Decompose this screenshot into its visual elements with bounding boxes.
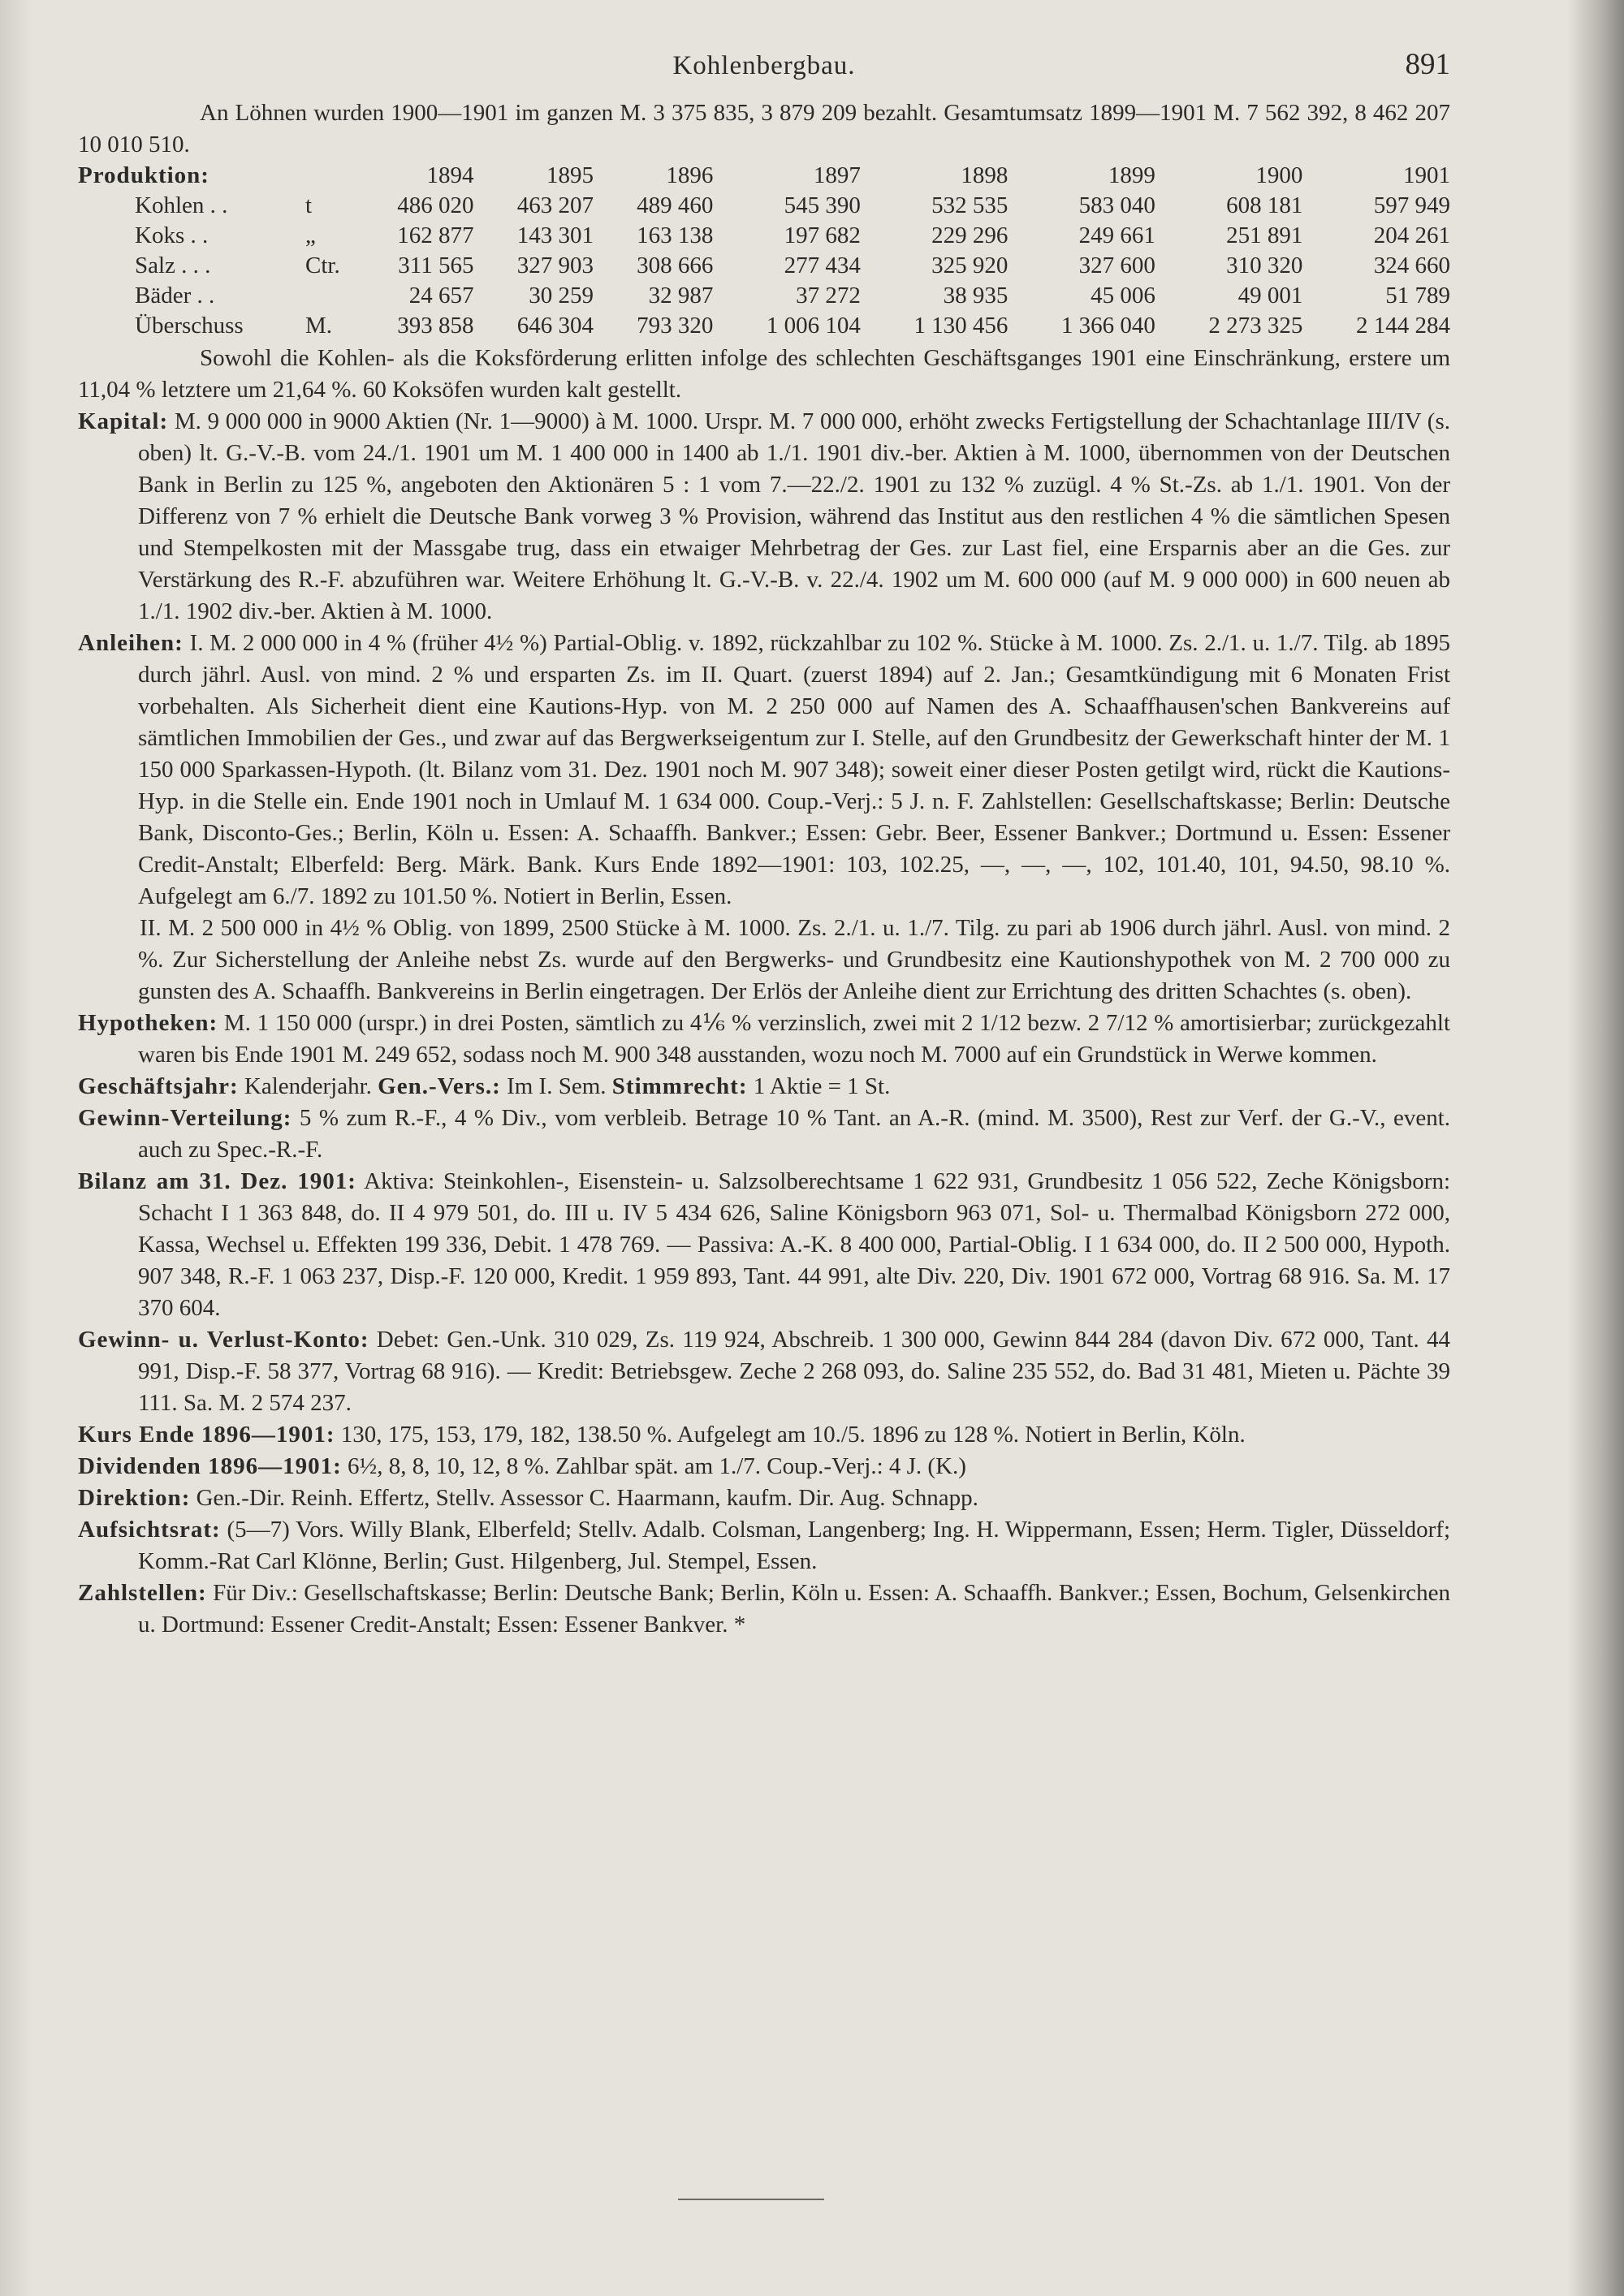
section-gewinn-verlust bbox=[78, 1324, 1450, 1419]
value-cell: 229 296 bbox=[931, 222, 1009, 248]
value-cell: 324 660 bbox=[1373, 252, 1450, 278]
value-cell: 1 366 040 bbox=[1060, 313, 1155, 339]
production-table bbox=[78, 161, 1450, 341]
section-text: M. 9 000 000 in 9000 Aktien (Nr. 1—9000) à M. 1000. Urspr. M. 7 000 000, erhöht zwecks Fertigstellung der Schachtanlage III/IV (s. oben) lt. G.-V.-B. vom 24./1. 1901 um M. 1 400 000 in 1400 ab 1./1. 1901 div.-ber. Aktien à M. 1000, übernommen von der Deutschen Bank in Berlin zu 125 %, angeboten den Aktionären 5 : 1 vom 7.—22./2. 1901 zu 132 % zuzügl. 4 % St.-Zs. ab 1./1. 1901. Von der Differenz von 7 % erhielt die Deutsche Bank vorweg 3 % Provision, während das Institut aus den restlichen 4 % die sämtlichen Spesen und Stempelkosten mit der Massgabe trug, dass ein etwaiger Mehrbetrag der Ges. zur Last fiel, eine Ersparnis aber an die Ges. zur Verstärkung des R.-F. abzuführen war. Weitere Erhöhung lt. G.-V.-B. v. 22./4. 1902 um M. 600 000 (auf M. 9 000 000) in 600 neuen ab 1./1. 1902 div.-ber. Aktien à M. 1000. bbox=[138, 408, 1450, 624]
section-label: Kapital: bbox=[78, 408, 169, 434]
section-text: 6½, 8, 8, 10, 12, 8 %. Zahlbar spät. am 1./7. Coup.-Verj.: 4 J. (K.) bbox=[347, 1453, 966, 1479]
section-kapital bbox=[78, 406, 1450, 628]
value-cell: 143 301 bbox=[516, 222, 594, 248]
row-label: Kohlen . . bbox=[135, 192, 228, 218]
year-cell: 1896 bbox=[666, 162, 714, 188]
value-cell: 163 138 bbox=[637, 222, 714, 248]
row-unit: t bbox=[305, 192, 313, 218]
production-row-kohlen bbox=[78, 191, 1450, 221]
value-cell: 793 320 bbox=[637, 313, 714, 339]
value-cell: 463 207 bbox=[516, 192, 594, 218]
year-cell: 1894 bbox=[426, 162, 474, 188]
value-cell: 204 261 bbox=[1373, 222, 1450, 248]
section-label: Bilanz am 31. Dez. 1901: bbox=[78, 1168, 356, 1194]
section-label: Geschäftsjahr: bbox=[78, 1073, 239, 1099]
year-cell: 1899 bbox=[1108, 162, 1155, 188]
value-cell: 51 789 bbox=[1385, 283, 1450, 309]
section-label: Kurs Ende 1896—1901: bbox=[78, 1422, 335, 1448]
page-edge-left-shadow bbox=[0, 0, 32, 2296]
section-label: Dividenden 1896—1901: bbox=[78, 1453, 342, 1479]
section-anleihen-ii bbox=[78, 913, 1450, 1008]
section-gewinn-verteilung bbox=[78, 1103, 1450, 1166]
section-text: II. M. 2 500 000 in 4½ % Oblig. von 1899, 2500 Stücke à M. 1000. Zs. 2./1. u. 1./7. Tilg. zu pari ab 1906 durch jährl. Ausl. von mind. 2 %. Zur Sicherstellung der Anleihe nebst Zs. wurde auf den Bergwerks- und Grundbesitz eine Kautionshypothek von M. 2 700 000 zu gunsten des A. Schaaffh. Bankvereins in Berlin eingetragen. Der Erlös der Anleihe dient zur Errichtung des dritten Schachtes (s. oben). bbox=[138, 915, 1450, 1004]
year-cell: 1898 bbox=[961, 162, 1009, 188]
section-text: (5—7) Vors. Willy Blank, Elberfeld; Stellv. Adalb. Colsman, Langenberg; Ing. H. Wippermann, Essen; Herm. Tigler, Düsseldorf; Komm.-Rat Carl Klönne, Berlin; Gust. Hilgenberg, Jul. Stempel, Essen. bbox=[138, 1517, 1451, 1574]
section-label: Gewinn- u. Verlust-Konto: bbox=[78, 1327, 369, 1353]
value-cell: 583 040 bbox=[1078, 192, 1155, 218]
section-label: Zahlstellen: bbox=[78, 1580, 207, 1606]
section-label: Gen.-Vers.: bbox=[378, 1073, 501, 1099]
value-cell: 327 903 bbox=[516, 252, 594, 278]
value-cell: 532 535 bbox=[931, 192, 1009, 218]
section-text: Kalenderjahr. bbox=[244, 1073, 372, 1099]
value-cell: 2 144 284 bbox=[1356, 313, 1450, 339]
section-text: I. M. 2 000 000 in 4 % (früher 4½ %) Partial-Oblig. v. 1892, rückzahlbar zu 102 %. Stücke à M. 1000. Zs. 2./1. u. 1./7. Tilg. ab 1895 durch jährl. Ausl. von mind. 2 % und ersparten Zs. im II. Quart. (zuerst 1894) auf 2. Jan.; Gesamtkündigung mit 6 Monaten Frist vorbehalten. Als Sicherheit dient eine Kautions-Hyp. von M. 2 250 000 auf Namen des A. Schaaffhausen'schen Bankvereins auf sämtlichen Immobilien der Ges., und zwar auf das Bergwerkseigentum zur I. Stelle, auf den Grundbesitz der Gewerkschaft hinter der M. 1 150 000 Sparkassen-Hypoth. (lt. Bilanz vom 31. Dez. 1901 noch M. 907 348); soweit einer dieser Posten getilgt wird, rückt die Kautions-Hyp. in die Stelle ein. Ende 1901 noch in Umlauf M. 1 634 000. Coup.-Verj.: 5 J. n. F. Zahlstellen: Gesellschaftskasse; Berlin: Deutsche Bank, Disconto-Ges.; Berlin, Köln u. Essen: A. Schaaffh. Bankver.; Essen: Gebr. Beer, Essener Bankver.; Dortmund u. Essen: Essener Credit-Anstalt; Elberfeld: Berg. Märk. Bank. Kurs Ende 1892—1901: 103, 102.25, —, —, —, 102, 101.40, 101, 94.50, 98.10 %. Aufgelegt am 6./7. 1892 zu 101.50 %. Notiert in Berlin, Essen. bbox=[138, 630, 1451, 909]
section-hypotheken bbox=[78, 1008, 1450, 1071]
value-cell: 311 565 bbox=[398, 252, 474, 278]
production-row-salz bbox=[78, 251, 1450, 281]
value-cell: 277 434 bbox=[784, 252, 861, 278]
value-cell: 249 661 bbox=[1078, 222, 1155, 248]
value-cell: 38 935 bbox=[943, 283, 1009, 309]
section-text: M. 1 150 000 (urspr.) in drei Posten, sämtlich zu 4⅙ % verzinslich, zwei mit 2 1/12 bezw. 2 7/12 % amortisierbar; zurückgezahlt waren bis Ende 1901 M. 249 652, sodass noch M. 900 348 ausstanden, wozu noch M. 7000 auf ein Grundstück in Werwe kommen. bbox=[138, 1010, 1450, 1068]
section-aufsichtsrat bbox=[78, 1514, 1450, 1577]
value-cell: 32 987 bbox=[648, 283, 714, 309]
value-cell: 197 682 bbox=[784, 222, 861, 248]
production-row-koks bbox=[78, 221, 1450, 251]
section-text: 130, 175, 153, 179, 182, 138.50 %. Aufgelegt am 10./5. 1896 zu 128 %. Notiert in Berlin, Köln. bbox=[340, 1422, 1246, 1448]
value-cell: 489 460 bbox=[637, 192, 714, 218]
section-dividenden bbox=[78, 1451, 1450, 1482]
value-cell: 325 920 bbox=[931, 252, 1009, 278]
intro-paragraph: An Löhnen wurden 1900—1901 im ganzen M. 3 375 835, 3 879 209 bezahlt. Gesamtumsatz 1899—1901 M. 7 562 392, 8 462 207 10 010 510. bbox=[78, 100, 1450, 158]
year-cell: 1900 bbox=[1255, 162, 1303, 188]
value-cell: 1 006 104 bbox=[766, 313, 861, 339]
footer-rule bbox=[678, 2199, 824, 2200]
section-kurs bbox=[78, 1419, 1450, 1451]
production-header-row bbox=[78, 161, 1450, 191]
section-text: Debet: Gen.-Unk. 310 029, Zs. 119 924, Abschreib. 1 300 000, Gewinn 844 284 (davon Div. 672 000, Tant. 44 991, Disp.-F. 58 377, Vortrag 68 916). — Kredit: Betriebsgew. Zeche 2 268 093, do. Saline 235 552, do. Bad 31 481, Mieten u. Pächte 39 111. Sa. M. 2 574 237. bbox=[138, 1327, 1451, 1416]
production-row-ueberschuss bbox=[78, 311, 1450, 341]
section-text: 5 % zum R.-F., 4 % Div., vom verbleib. Betrage 10 % Tant. an A.-R. (mind. M. 3500), Rest zur Verf. der G.-V., event. auch zu Spec.-R.-F. bbox=[138, 1105, 1451, 1163]
value-cell: 545 390 bbox=[784, 192, 861, 218]
section-label: Stimmrecht: bbox=[611, 1073, 748, 1099]
value-cell: 30 259 bbox=[529, 283, 594, 309]
value-cell: 310 320 bbox=[1226, 252, 1303, 278]
row-unit: Ctr. bbox=[305, 252, 340, 278]
year-cell: 1895 bbox=[546, 162, 594, 188]
section-text: Im I. Sem. bbox=[507, 1073, 607, 1099]
row-label: Bäder . . bbox=[135, 283, 215, 309]
row-unit bbox=[305, 281, 354, 311]
value-cell: 393 858 bbox=[397, 313, 474, 339]
value-cell: 608 181 bbox=[1226, 192, 1303, 218]
section-label: Direktion: bbox=[78, 1485, 191, 1511]
value-cell: 24 657 bbox=[408, 283, 474, 309]
year-cell: 1901 bbox=[1403, 162, 1450, 188]
row-unit: „ bbox=[305, 222, 316, 248]
production-label: Produktion: bbox=[78, 162, 209, 188]
value-cell: 646 304 bbox=[516, 313, 594, 339]
running-head bbox=[78, 49, 1450, 97]
value-cell: 162 877 bbox=[397, 222, 474, 248]
value-cell: 308 666 bbox=[637, 252, 714, 278]
value-cell: 1 130 456 bbox=[914, 313, 1009, 339]
section-text: 1 Aktie = 1 St. bbox=[753, 1073, 891, 1099]
year-cell: 1897 bbox=[813, 162, 861, 188]
section-text: Aktiva: Steinkohlen-, Eisenstein- u. Salzsolberechtsame 1 622 931, Grundbesitz 1 056 522, Zeche Königsborn: Schacht I 1 363 848, do. II 4 979 501, do. III u. IV 5 434 626, Saline Königsborn 963 071, Sol- u. Thermalbad Königsborn 272 000, Kassa, Wechsel u. Effekten 199 336, Debit. 1 478 769. — Passiva: A.-K. 8 400 000, Partial-Oblig. I 1 634 000, do. II 2 500 000, Hypoth. 907 348, R.-F. 1 063 237, Disp.-F. 120 000, Kredit. 1 959 893, Tant. 44 991, alte Div. 220, Div. 1901 672 000, Vortrag 68 916. Sa. M. 17 370 604. bbox=[138, 1168, 1451, 1321]
page-edge-right-shadow bbox=[1567, 0, 1624, 2296]
section-text: Gen.-Dir. Reinh. Effertz, Stellv. Assessor C. Haarmann, kaufm. Dir. Aug. Schnapp. bbox=[196, 1485, 978, 1511]
section-label: Anleihen: bbox=[78, 630, 184, 656]
section-label: Aufsichtsrat: bbox=[78, 1517, 221, 1543]
row-unit: M. bbox=[305, 313, 333, 339]
running-head-title: Kohlenbergbau. bbox=[672, 51, 856, 80]
section-label: Hypotheken: bbox=[78, 1010, 218, 1036]
page-content bbox=[78, 49, 1450, 1641]
value-cell: 45 006 bbox=[1091, 283, 1155, 309]
value-cell: 327 600 bbox=[1078, 252, 1155, 278]
value-cell: 2 273 325 bbox=[1208, 313, 1303, 339]
value-cell: 49 001 bbox=[1237, 283, 1303, 309]
section-bilanz bbox=[78, 1166, 1450, 1324]
section-zahlstellen bbox=[78, 1577, 1450, 1641]
section-anleihen bbox=[78, 628, 1450, 913]
page-number: 891 bbox=[1405, 48, 1450, 81]
section-label: Gewinn-Verteilung: bbox=[78, 1105, 292, 1131]
section-text: Für Div.: Gesellschaftskasse; Berlin: Deutsche Bank; Berlin, Köln u. Essen: A. Schaaffh. Bankver.; Essen, Bochum, Gelsenkirchen u. Dortmund: Essener Credit-Anstalt; Essen: Essener Bankver. * bbox=[138, 1580, 1451, 1638]
row-label: Koks . . bbox=[135, 222, 209, 248]
value-cell: 37 272 bbox=[796, 283, 861, 309]
section-direktion bbox=[78, 1482, 1450, 1514]
row-label: Überschuss bbox=[135, 313, 244, 339]
koks-paragraph: Sowohl die Kohlen- als die Koksförderung erlitten infolge des schlechten Geschäftsganges 1901 eine Einschränkung, erstere um 11,04 % letztere um 21,64 %. 60 Koksöfen wurden kalt gestellt. bbox=[78, 345, 1450, 403]
value-cell: 597 949 bbox=[1373, 192, 1450, 218]
row-label: Salz . . . bbox=[135, 252, 211, 278]
value-cell: 486 020 bbox=[397, 192, 474, 218]
section-geschaeftsjahr bbox=[78, 1071, 1450, 1103]
value-cell: 251 891 bbox=[1226, 222, 1303, 248]
production-row-baeder bbox=[78, 281, 1450, 311]
